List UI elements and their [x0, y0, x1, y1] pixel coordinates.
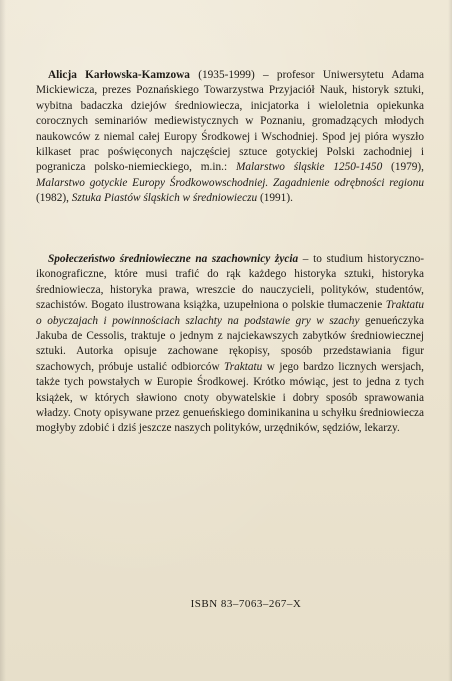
- spine-shadow: [0, 0, 6, 681]
- desc-text: – to studium historyczno-ikonograficzne, które musi trafić do rąk każdego historyka sztuki, historyka średniowiecza, historyka prawa, wreszcie do nauczycieli, polityków, studentów, szachistów. Bogato ilustrowana książka, uzupełniona o polskie tłumaczenie: [36, 253, 424, 312]
- desc-text: w jego bardzo licznych wersjach, także tych powstałych w Europie Środkowej. Krótko mówiąc, jest to jedna z tych książek, w których sławiono cnoty obywatelskie i dobry sposób sprawowania władzy. Cnoty opisywane przez genueńskiego dominikanina u schyłku średniowiecza mogłyby zdobić i dziś jeszcze naszych polityków, urzędników, sędziów, lekarzy.: [36, 360, 425, 435]
- desc-work-title: Traktatu o obyczajach i powinnościach szlachty na podstawie gry w szachy: [36, 299, 424, 327]
- desc-work-title: Traktatu: [224, 360, 263, 373]
- bio-text: (1991).: [257, 192, 293, 205]
- author-biography: [36, 68, 424, 207]
- author-bio-paragraph: [36, 68, 424, 207]
- bio-work-title: Sztuka Piastów śląskich w średniowieczu: [71, 192, 258, 205]
- isbn-number: ISBN 83–7063–267–X: [190, 598, 302, 610]
- bio-work-title: Malarstwo gotyckie Europy Środkowowschodniej. Zagadnienie odrębności regionu: [36, 176, 424, 189]
- book-description-paragraph: [36, 252, 424, 437]
- author-name: Alicja Karłowska-Kamzowa: [48, 69, 190, 81]
- bio-text: (1935-1999) – profesor Uniwersytetu Adama Mickiewicza, prezes Poznańskiego Towarzystwa Przyjaciół Nauk, historyk sztuki, wybitna badaczka dziejów średniowiecza, inicjatorka i wieloletnia opiekunka corocznych seminariów mediewistycznych w Poznaniu, gromadzących młodych naukowców z niemal całej Europy Środkowej i Wschodniej. Spod jej pióra wyszło kilkaset prac poświęconych najczęściej sztuce gotyckiej Polski zachodniej i pogranicza polsko-niemieckiego, m.in.:: [36, 69, 425, 174]
- desc-text: genueńczyka Jakuba de Cessolis, traktuje o jednym z najciekawszych zabytków średniowiecznej sztuki. Autorka opisuje zachowane rękopisy, sposób przedstawiania figur szachowych, próbuje ustalić odbiorców: [36, 314, 424, 373]
- page-edge: [448, 0, 452, 681]
- book-description: [36, 252, 424, 437]
- bio-text: (1982),: [36, 192, 72, 205]
- bio-text: (1979),: [382, 161, 424, 174]
- book-title: Społeczeństwo średniowieczne na szachownicy życia: [48, 253, 299, 265]
- bio-work-title: Malarstwo śląskie 1250-1450: [235, 161, 383, 174]
